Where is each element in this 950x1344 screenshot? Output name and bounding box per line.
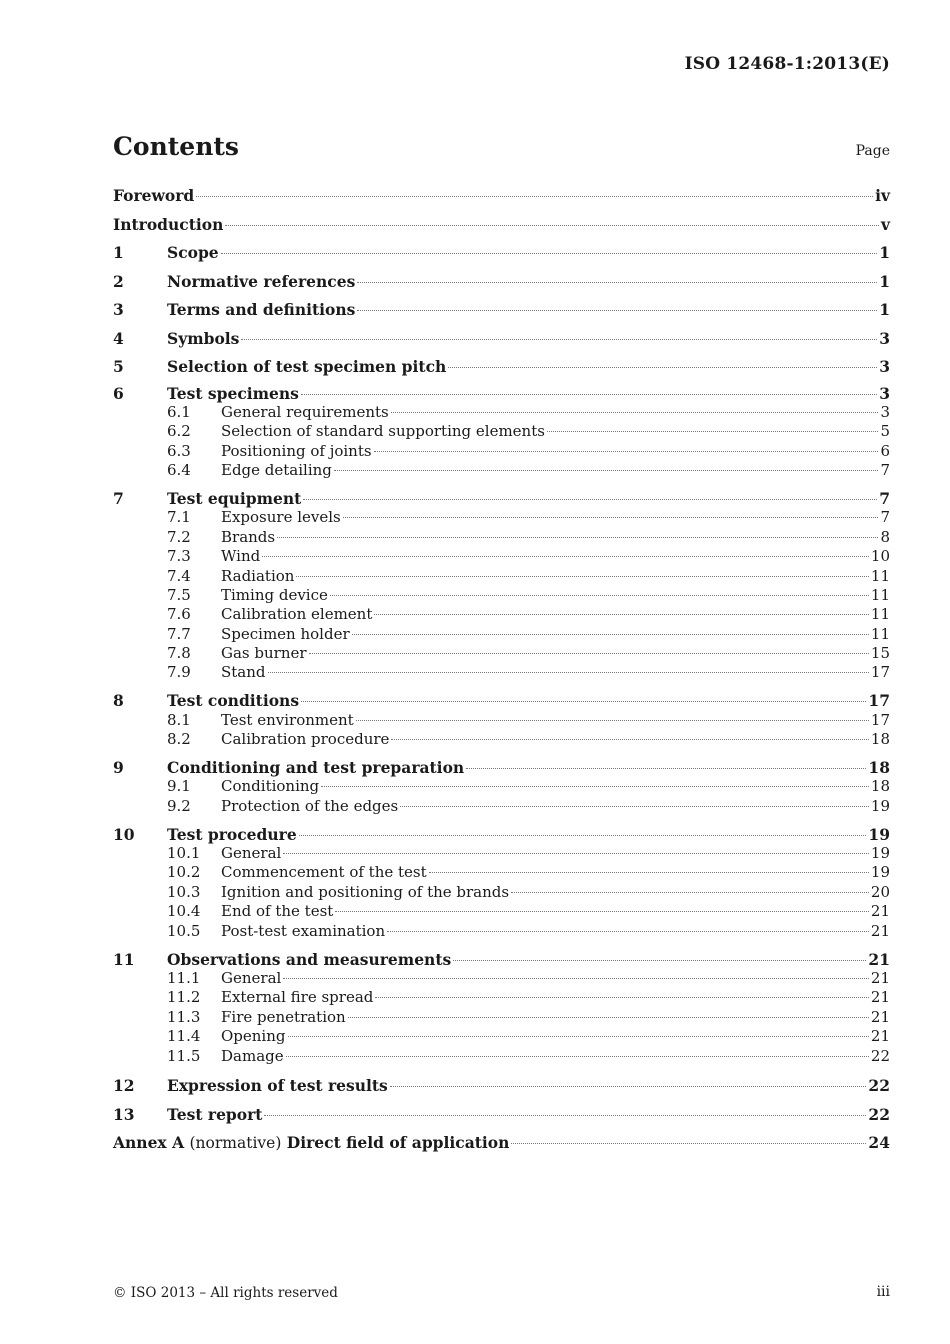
page-title: Contents [113, 132, 240, 161]
toc-subentry-number: 11.1 [167, 968, 201, 987]
toc-entry[interactable] [113, 825, 890, 844]
dot-leader [196, 196, 873, 197]
toc-entry[interactable] [113, 1074, 890, 1103]
toc-subentry-page: 21 [870, 1027, 890, 1046]
dot-leader [453, 960, 866, 961]
dot-leader [268, 672, 869, 673]
toc-subentry-number: 10.1 [167, 844, 201, 863]
toc-subentry[interactable] [113, 922, 890, 941]
dot-leader [335, 911, 869, 912]
toc-subentry-title: Edge detailing [221, 461, 332, 480]
dot-leader [466, 768, 866, 769]
toc-entry[interactable] [113, 691, 890, 710]
toc-entry-title: Terms and definitions [167, 300, 356, 319]
toc-subentry[interactable] [113, 461, 890, 480]
toc-subentry-number: 10.4 [167, 902, 201, 921]
dot-leader [309, 653, 869, 654]
dot-leader [387, 931, 869, 932]
dot-leader [511, 892, 869, 893]
toc-subentry[interactable] [113, 777, 890, 796]
toc-subentry-page: 21 [870, 968, 890, 987]
toc-subentry-number: 7.8 [167, 644, 191, 663]
toc-entry-title: Symbols [167, 328, 240, 348]
toc-entry-number: 6 [113, 383, 124, 403]
toc-subentry-number: 8.1 [167, 710, 191, 729]
toc-subentry-title: Brands [221, 527, 276, 546]
toc-subentry[interactable] [113, 663, 890, 682]
toc-subentry[interactable] [113, 528, 890, 547]
toc-subentry-number: 7.1 [167, 508, 191, 527]
dot-leader [321, 786, 869, 787]
dot-leader [283, 853, 869, 854]
toc-subentry-title: Selection of standard supporting elements [221, 422, 545, 441]
toc-subentry[interactable] [113, 797, 890, 816]
toc-subentry-number: 6.4 [167, 461, 191, 480]
toc-subentry-number: 7.4 [167, 566, 191, 585]
toc-subentry[interactable] [113, 988, 890, 1007]
toc-subentry-page: 21 [870, 988, 890, 1007]
toc-subentry-title: General requirements [221, 402, 389, 421]
toc-entry-number: 5 [113, 357, 124, 376]
toc-subentry-title: External fire spread [221, 988, 374, 1007]
dot-leader [283, 978, 869, 979]
toc-entry[interactable] [113, 241, 890, 270]
toc-subentry-number: 11.5 [167, 1046, 201, 1065]
toc-entry-page: iv [875, 186, 890, 205]
document-id: ISO 12468-1:2013(E) [684, 54, 890, 74]
dot-leader [375, 997, 869, 998]
toc-entry-title: Conditioning and test preparation [167, 758, 465, 778]
toc-entry-title-part: Direct field of application [286, 1133, 510, 1153]
toc-subentry-title: General [221, 844, 282, 863]
dot-leader [374, 451, 879, 452]
toc-subentry-page: 7 [880, 508, 890, 527]
toc-subentry[interactable] [113, 730, 890, 749]
toc-subentry-number: 10.2 [167, 863, 201, 882]
toc-entry-title: Test report [167, 1104, 263, 1124]
toc-entry-number: 8 [113, 691, 124, 711]
toc-subentry-number: 6.1 [167, 402, 191, 421]
toc-subentry-title: Ignition and positioning of the brands [221, 882, 510, 901]
toc-entry-title: Scope [167, 243, 219, 262]
toc-entry-title-part: Annex A [113, 1133, 185, 1153]
toc-subentry-number: 7.7 [167, 624, 191, 643]
dot-leader [241, 339, 877, 340]
dot-leader [390, 1086, 867, 1087]
dot-leader [221, 253, 878, 254]
dot-leader [225, 225, 879, 226]
toc-entry-number: 7 [113, 488, 124, 508]
toc-subentry-title: Post-test examination [221, 921, 386, 940]
toc-subentry-number: 9.2 [167, 796, 191, 815]
toc-entry-title: Test equipment [167, 488, 302, 508]
toc-entry-page: 1 [879, 300, 890, 319]
toc-subentry[interactable] [113, 844, 890, 863]
dot-leader [301, 701, 866, 702]
toc-entry[interactable] [113, 1131, 890, 1160]
toc-entry[interactable] [113, 327, 890, 356]
toc-entry-title: Selection of test specimen pitch [167, 357, 447, 376]
toc-subentry-number: 11.4 [167, 1027, 201, 1046]
toc-subentry-page: 8 [880, 527, 890, 546]
toc-subentry-number: 7.5 [167, 585, 191, 604]
toc-subentry-number: 11.3 [167, 1007, 201, 1026]
toc-subentry-title: Stand [221, 663, 266, 682]
toc-entry-page: 18 [868, 758, 890, 778]
toc-entry-page: v [880, 214, 890, 234]
toc-subentry[interactable] [113, 883, 890, 902]
toc-subentry-page: 6 [880, 441, 890, 460]
toc-subentry[interactable] [113, 567, 890, 586]
toc-subentry-page: 17 [870, 663, 890, 682]
toc-entry-number: 10 [113, 824, 135, 844]
toc-subentry[interactable] [113, 605, 890, 624]
toc-subentry-page: 20 [870, 882, 890, 901]
dot-leader [357, 282, 877, 283]
toc-entry-page: 3 [879, 328, 890, 348]
toc-subentry[interactable] [113, 586, 890, 605]
dot-leader [334, 470, 879, 471]
toc-entry-number: 4 [113, 328, 124, 348]
toc-subentry-page: 11 [870, 585, 890, 604]
toc-subentry-title: General [221, 968, 282, 987]
toc-entry-title: Expression of test results [167, 1076, 388, 1096]
toc-subentry-page: 10 [870, 547, 890, 566]
toc-subentry[interactable] [113, 644, 890, 663]
toc-entry-title [113, 1131, 509, 1155]
dot-leader [262, 556, 869, 557]
toc-subentry-page: 11 [870, 605, 890, 624]
toc-subentry-title: End of the test [221, 902, 334, 921]
toc-subentry-title: Timing device [221, 585, 328, 604]
toc-subentry[interactable] [113, 1008, 890, 1027]
toc-entry-title: Test conditions [167, 691, 300, 711]
dot-leader [330, 595, 869, 596]
toc-subentry[interactable] [113, 902, 890, 921]
toc-entry-number: 13 [113, 1104, 135, 1124]
toc-subentry-number: 7.3 [167, 547, 191, 566]
toc-subentry-page: 11 [870, 566, 890, 585]
toc-entry-title: Foreword [113, 186, 195, 205]
toc-entry-page: 22 [868, 1104, 890, 1124]
toc-subentry[interactable] [113, 969, 890, 988]
dot-leader [301, 394, 877, 395]
dot-leader [391, 412, 879, 413]
toc-subentry-page: 5 [880, 422, 890, 441]
dot-leader [296, 576, 868, 577]
toc-entry-number: 3 [113, 300, 124, 319]
toc-subentry-title: Conditioning [221, 777, 320, 796]
table-of-contents [113, 184, 890, 1160]
dot-leader [547, 431, 879, 432]
toc-subentry-title: Opening [221, 1027, 286, 1046]
toc-entry[interactable] [113, 213, 890, 242]
toc-subentry-number: 11.2 [167, 988, 201, 1007]
dot-leader [448, 367, 877, 368]
toc-subentry-page: 19 [870, 796, 890, 815]
toc-subentry-number: 6.3 [167, 441, 191, 460]
toc-subentry-title: Fire penetration [221, 1007, 346, 1026]
copyright-notice: © ISO 2013 – All rights reserved [113, 1285, 338, 1301]
dot-leader [348, 1017, 869, 1018]
dot-leader [352, 634, 869, 635]
toc-subentry-page: 21 [870, 921, 890, 940]
toc-entry-number: 11 [113, 949, 135, 969]
toc-subentry-title: Radiation [221, 566, 295, 585]
toc-subentry[interactable] [113, 625, 890, 644]
toc-entry-page: 3 [879, 357, 890, 376]
dot-leader [303, 499, 877, 500]
toc-entry-page: 7 [879, 488, 890, 508]
toc-entry-number: 1 [113, 243, 124, 262]
dot-leader [286, 1056, 869, 1057]
toc-subentry-page: 18 [870, 730, 890, 749]
toc-subentry[interactable] [113, 508, 890, 527]
toc-entry-title: Test specimens [167, 383, 299, 403]
toc-subentry-title: Specimen holder [221, 624, 350, 643]
toc-entry-page: 3 [879, 383, 890, 403]
toc-entry[interactable] [113, 270, 890, 299]
toc-subentry-number: 7.6 [167, 605, 191, 624]
toc-subentry-page: 22 [870, 1046, 890, 1065]
toc-entry-number: 2 [113, 271, 124, 291]
dot-leader [400, 806, 869, 807]
toc-entry-page: 1 [879, 243, 890, 262]
dot-leader [374, 614, 869, 615]
toc-subentry[interactable] [113, 442, 890, 461]
toc-subentry-page: 15 [870, 644, 890, 663]
dot-leader [277, 537, 878, 538]
toc-entry-title: Observations and measurements [167, 949, 452, 969]
toc-subentry-title: Protection of the edges [221, 796, 399, 815]
toc-entry-title: Normative references [167, 271, 356, 291]
toc-subentry-title: Damage [221, 1046, 284, 1065]
toc-subentry-page: 11 [870, 624, 890, 643]
toc-subentry-number: 7.2 [167, 527, 191, 546]
toc-subentry-page: 19 [870, 844, 890, 863]
toc-entry[interactable] [113, 184, 890, 213]
dot-leader [511, 1143, 866, 1144]
toc-entry[interactable] [113, 355, 890, 384]
toc-subentry-page: 3 [880, 402, 890, 421]
toc-subentry-title: Gas burner [221, 644, 307, 663]
dot-leader [343, 517, 879, 518]
toc-subentry-number: 7.9 [167, 663, 191, 682]
toc-subentry-title: Test environment [221, 710, 354, 729]
toc-entry[interactable] [113, 298, 890, 327]
toc-subentry-title: Commencement of the test [221, 863, 427, 882]
toc-subentry-page: 7 [880, 461, 890, 480]
toc-subentry-title: Positioning of joints [221, 441, 372, 460]
toc-entry[interactable] [113, 758, 890, 777]
toc-subentry-number: 10.3 [167, 882, 201, 901]
toc-subentry[interactable] [113, 547, 890, 566]
toc-subentry-title: Wind [221, 547, 261, 566]
toc-subentry[interactable] [113, 422, 890, 441]
toc-subentry-number: 10.5 [167, 921, 201, 940]
toc-subentry-page: 17 [870, 710, 890, 729]
dot-leader [299, 835, 867, 836]
dot-leader [288, 1036, 869, 1037]
toc-subentry[interactable] [113, 1047, 890, 1066]
toc-subentry-number: 8.2 [167, 730, 191, 749]
toc-subentry-title: Calibration procedure [221, 730, 390, 749]
toc-subentry-number: 6.2 [167, 422, 191, 441]
toc-entry-page: 24 [868, 1133, 890, 1153]
page-column-label: Page [855, 143, 890, 159]
toc-subentry-page: 19 [870, 863, 890, 882]
toc-subentry[interactable] [113, 1027, 890, 1046]
page-number: iii [876, 1284, 890, 1300]
dot-leader [356, 720, 869, 721]
toc-entry-title: Test procedure [167, 824, 297, 844]
toc-subentry-page: 18 [870, 777, 890, 796]
toc-entry-page: 19 [868, 824, 890, 844]
dot-leader [429, 872, 869, 873]
toc-subentry-page: 21 [870, 1007, 890, 1026]
toc-entry-title: Introduction [113, 214, 224, 234]
toc-entry-page: 21 [868, 949, 890, 969]
toc-entry-page: 1 [879, 271, 890, 291]
toc-entry-number: 12 [113, 1076, 135, 1096]
toc-subentry[interactable] [113, 863, 890, 882]
toc-entry[interactable] [113, 1103, 890, 1132]
toc-entry[interactable] [113, 950, 890, 969]
toc-subentry-number: 9.1 [167, 777, 191, 796]
dot-leader [264, 1115, 866, 1116]
toc-subentry-title: Calibration element [221, 605, 373, 624]
toc-subentry[interactable] [113, 711, 890, 730]
toc-entry-title-normative: (normative) [189, 1134, 282, 1153]
toc-entry-page: 17 [868, 691, 890, 711]
toc-entry-page: 22 [868, 1076, 890, 1096]
toc-entry[interactable] [113, 384, 890, 403]
toc-entry[interactable] [113, 489, 890, 508]
toc-subentry-page: 21 [870, 902, 890, 921]
toc-subentry[interactable] [113, 403, 890, 422]
dot-leader [391, 739, 869, 740]
dot-leader [357, 310, 877, 311]
toc-subentry-title: Exposure levels [221, 508, 341, 527]
toc-entry-number: 9 [113, 758, 124, 778]
